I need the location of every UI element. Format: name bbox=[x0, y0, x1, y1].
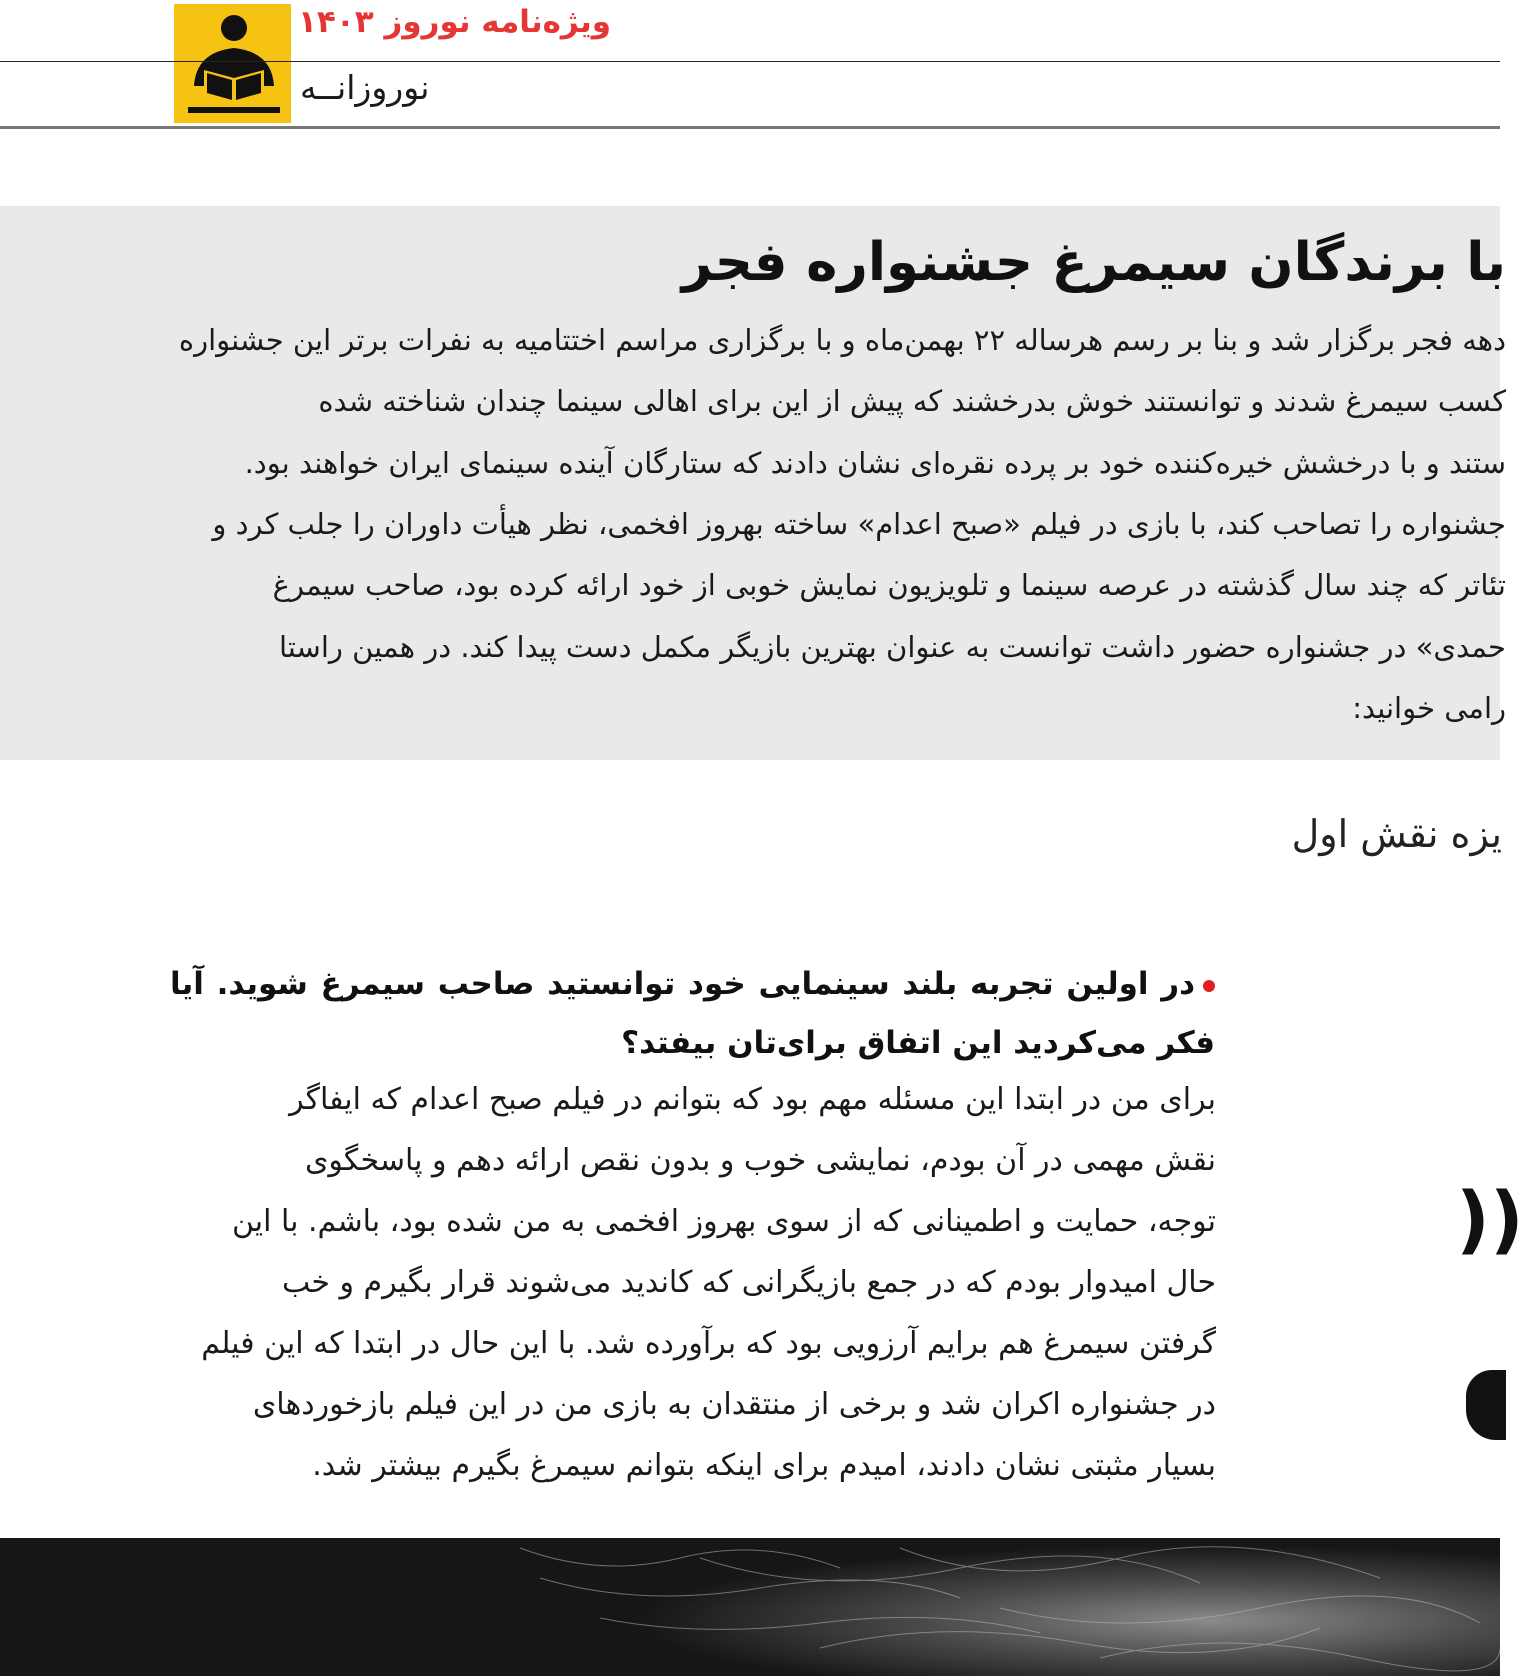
lead-line: تئاتر که چند سال گذشته در عرصه سینما و تلویزیون نمایش خوبی از خود ارائه کرده بود، صاحب سیمرغ bbox=[272, 568, 1506, 602]
lead-line: دهه فجر برگزار شد و بنا بر رسم هرساله ۲۲ بهمن‌ماه و با برگزاری مراسم اختتامیه به نفرات برتر این جشنواره bbox=[178, 323, 1506, 357]
answer-line: برای من در ابتدا این مسئله مهم بود که بتوانم در فیلم صبح اعدام که ایفاگر bbox=[289, 1082, 1216, 1117]
reading-person-icon bbox=[174, 4, 291, 123]
page-header bbox=[0, 0, 1500, 130]
photo-texture bbox=[0, 1538, 1500, 1676]
cropped-heading-glyph bbox=[1466, 1370, 1506, 1440]
answer-line: بسیار مثبتی نشان دادند، امیدم برای اینکه بتوانم سیمرغ بگیرم بیشتر شد. bbox=[312, 1448, 1216, 1483]
answer-line: در جشنواره اکران شد و برخی از منتقدان به بازی من در این فیلم بازخوردهای bbox=[252, 1387, 1216, 1422]
award-category-label: یزه نقش اول bbox=[1291, 812, 1502, 856]
answer-line: حال امیدوار بودم که در جمع بازیگرانی که کاندید می‌شوند قرار بگیرم و خب bbox=[281, 1265, 1216, 1300]
issue-title: ویژه‌نامه نوروز ۱۴۰۳ bbox=[298, 4, 612, 40]
lead-line: کسب سیمرغ شدند و توانستند خوش بدرخشند که پیش از این برای اهالی سینما چندان شناخته شده bbox=[318, 384, 1506, 418]
lead-line: رامی خوانید: bbox=[1352, 691, 1506, 725]
question-text: در اولین تجربه بلند سینمایی خود توانستید صاحب سیمرغ شوید. آیا فکر می‌کردید این اتفاق برای‌تان بیفتد؟ bbox=[170, 966, 1215, 1061]
lead-line: حمدی» در جشنواره حضور داشت توانست به عنوان بهترین بازیگر مکمل دست پیدا کند. در همین راستا bbox=[278, 630, 1506, 664]
answer-line: گرفتن سیمرغ هم برایم آرزویی بود که برآورده شد. با این حال در ابتدا که این فیلم bbox=[201, 1326, 1216, 1361]
lead-line: ستند و با درخشش خیره‌کننده خود بر پرده نقره‌ای نشان دادند که ستارگان آینده سینمای ایران خواهند بود. bbox=[244, 446, 1506, 480]
lead-box bbox=[0, 206, 1506, 760]
section-title: نوروزانــه bbox=[300, 68, 430, 107]
header-bottom-rule bbox=[0, 126, 1500, 129]
answer-line: نقش مهمی در آن بودم، نمایشی خوب و بدون نقص ارائه دهم و پاسخگوی bbox=[304, 1143, 1216, 1178]
pull-quote-mark: )) bbox=[1456, 1177, 1524, 1263]
article-headline: با برندگان سیمرغ جشنواره فجر bbox=[681, 232, 1506, 293]
answer-line: توجه، حمایت و اطمینانی که از سوی بهروز افخمی به من شده بود، باشم. با این bbox=[231, 1204, 1216, 1239]
lead-line: جشنواره را تصاحب کند، با بازی در فیلم «صبح اعدام» ساخته بهروز افخمی، نظر هیأت داوران را جلب کرد و bbox=[212, 507, 1506, 541]
portrait-photo bbox=[0, 1538, 1500, 1676]
header-divider bbox=[0, 61, 1500, 62]
section-logo bbox=[174, 4, 291, 123]
question-bullet-icon bbox=[1203, 980, 1215, 992]
interview-question bbox=[170, 955, 1215, 1073]
